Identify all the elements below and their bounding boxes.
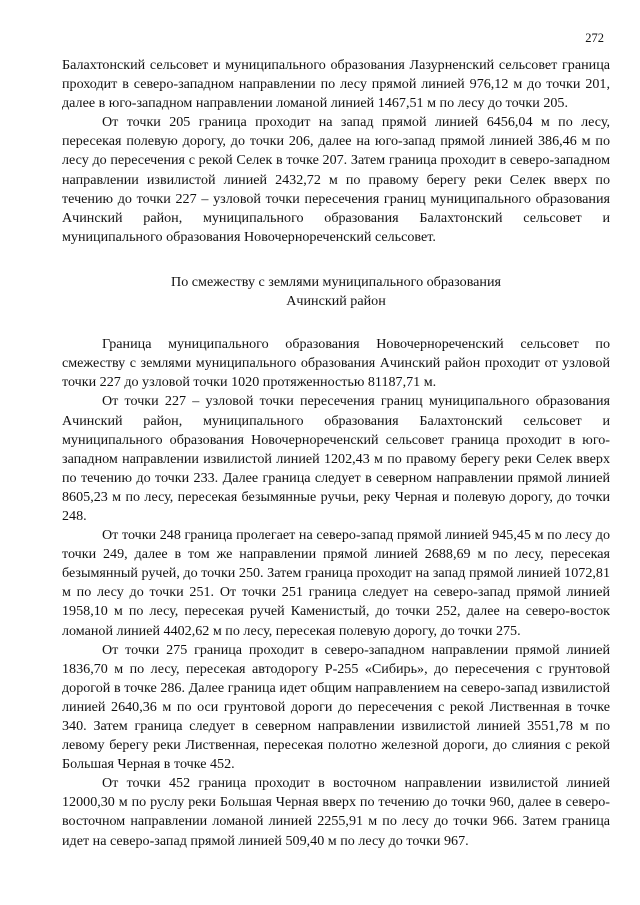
paragraph-continuation: Балахтонский сельсовет и муниципального образования Лазурненский сельсовет граница проходит в северо-западном направлении по лесу прямой линией 976,12 м до точки 201, далее в юго-западном направлении ломаной линией 1467,51 м по лесу до точки 205.	[62, 57, 610, 112]
section-heading-line-1: По смежеству с землями муниципального образования	[171, 273, 501, 290]
paragraph: От точки 227 – узловой точки пересечения границ муниципального образования Ачинский район, муниципального образования Балахтонский сельсовет и муниципального образования Новочернореченский сельсовет граница проходит в юго-западном направлении извилистой линией 1202,43 м по правому берегу реки Селек вверх по течению до точки 233. Далее граница следует в северном направлении прямой линией 8605,23 м по лесу, пересекая безымянные ручьи, реку Черная и полевую дорогу, до точки 248.	[62, 393, 610, 524]
section-heading	[62, 273, 610, 311]
page-number: 272	[585, 31, 604, 45]
paragraph: От точки 452 граница проходит в восточном направлении извилистой линией 12000,30 м по руслу реки Большая Черная вверх по течению до точки 960, далее в северо-восточном направлении ломаной линией 2255,91 м по лесу до точки 966. Затем граница идет на северо-запад прямой линией 509,40 м по лесу до точки 967.	[62, 775, 610, 849]
document-body	[62, 56, 610, 851]
paragraph: Граница муниципального образования Новочернореченский сельсовет по смежеству с землями муниципального образования Ачинский район проходит от узловой точки 227 до узловой точки 1020 протяженностью 81187,71 м.	[62, 336, 610, 391]
section-heading-line-2: Ачинский район	[286, 293, 386, 310]
paragraph: От точки 275 граница проходит в северо-западном направлении прямой линией 1836,70 м по лесу, пересекая автодорогу Р-255 «Сибирь», до пересечения с грунтовой дорогой в точке 286. Далее граница идет общим направлением на северо-запад извилистой линией 2640,36 м по оси грунтовой дороги до пересечения с рекой Лиственная в точке 340. Затем граница следует в северном направлении извилистой линией 3551,78 м по левому берегу реки Лиственная, пересекая полотно железной дороги, до слияния с рекой Большая Черная в точке 452.	[62, 641, 610, 773]
paragraph: От точки 248 граница пролегает на северо-запад прямой линией 945,45 м по лесу до точки 249, далее в том же направлении прямой линией 2688,69 м по лесу, пересекая безымянный ручей, до точки 250. Затем граница проходит на запад прямой линией 1072,81 м по лесу до точки 251. От точки 251 граница следует на северо-запад прямой линией 1958,10 м по лесу, пересекая ручей Каменистый, до точки 252, далее на северо-восток ломаной линией 4402,62 м по лесу, пересекая полевую дорогу, до точки 275.	[62, 527, 610, 639]
paragraph: От точки 205 граница проходит на запад прямой линией 6456,04 м по лесу, пересекая полевую дорогу, до точки 206, далее на юго-запад прямой линией 386,46 м по лесу до пересечения с рекой Селек в точке 207. Затем граница проходит в северо-западном направлении извилистой линией 2432,72 м по правому берегу реки Селек вверх по течению до точки 227 – узловой точки пересечения границ муниципального образования Ачинский район, муниципального образования Балахтонский сельсовет и муниципального образования Новочернореченский сельсовет.	[62, 114, 610, 245]
